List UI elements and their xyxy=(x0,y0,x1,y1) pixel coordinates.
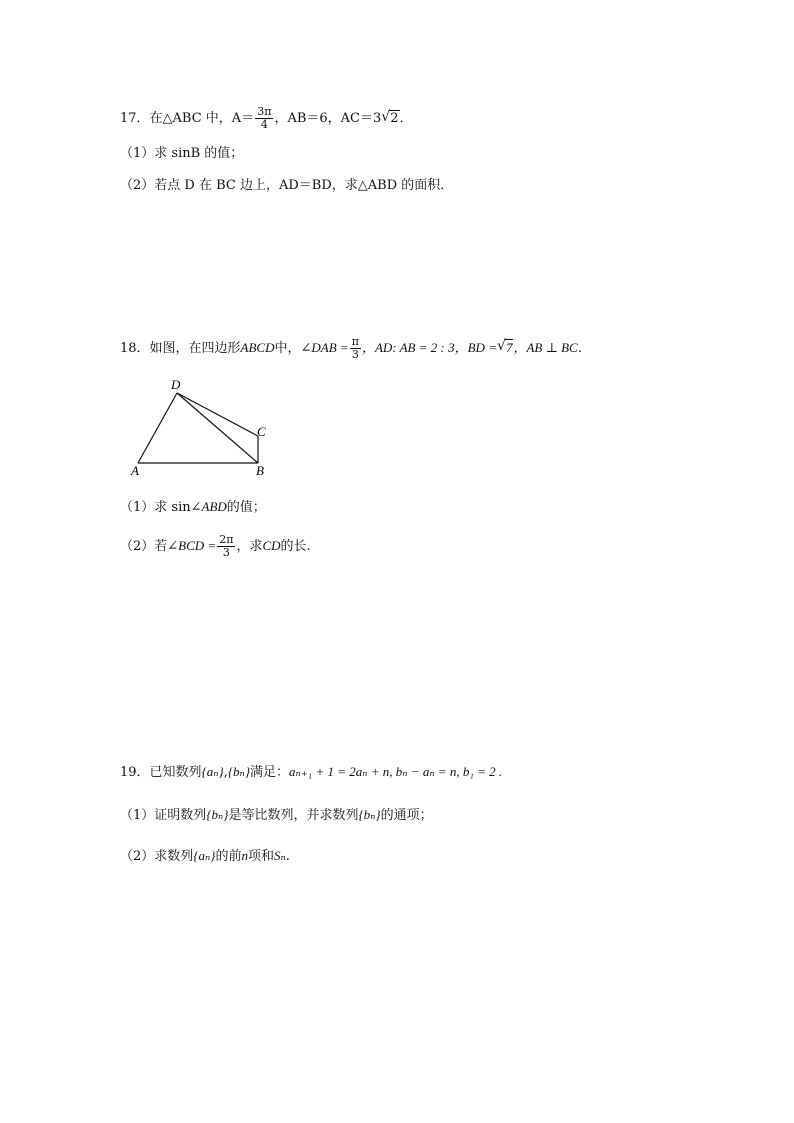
q18-part1-angle: ∠ABD xyxy=(190,499,227,514)
q18-part2-pre: （2）若 xyxy=(120,539,168,554)
segment-AD xyxy=(138,393,177,463)
q19-comma: , xyxy=(223,765,228,780)
q19-seq-b: {bₙ} xyxy=(227,764,251,779)
q19-part2 xyxy=(120,846,290,867)
q18-quadrilateral-figure xyxy=(125,375,275,480)
q18-angle-fraction xyxy=(350,336,361,361)
q18-quad: ABCD xyxy=(240,340,275,355)
q19-part2-S: Sₙ xyxy=(273,848,286,863)
q18-part2-post: 的长. xyxy=(280,539,311,554)
q18-sqrt-radicand: 7 xyxy=(505,340,513,355)
q18-part2-numerator: 2π xyxy=(219,533,234,546)
q18-sqrt: √ 7 xyxy=(496,338,513,355)
q17-stem-pre: 17．在△ABC 中，A＝ xyxy=(120,111,255,126)
q18-stem-zhong: 中， xyxy=(274,341,301,356)
q17-sqrt-radicand: 2 xyxy=(390,111,399,126)
q18-part1-post: 的值； xyxy=(226,500,266,515)
label-B: B xyxy=(256,463,264,478)
q18-bd: BD = xyxy=(467,340,497,355)
q19-part2-seq: {aₙ} xyxy=(193,848,216,863)
q18-angle-numerator: π xyxy=(351,335,359,348)
q18-stem-pre: 18．如图，在四边形 xyxy=(120,341,241,356)
q19-stem-pre: 19．已知数列 xyxy=(120,765,202,780)
q17-angle-fraction xyxy=(255,106,273,131)
q19-part1-seq2: {bₙ} xyxy=(358,807,381,822)
label-A: A xyxy=(131,463,139,478)
label-C: C xyxy=(257,424,266,439)
q18-angle-denominator: 3 xyxy=(351,348,359,361)
q17-sqrt: √ 2 xyxy=(381,109,399,126)
q19-part2-pre: （2）求数列 xyxy=(120,849,194,864)
q19-part2-mid: 的前 xyxy=(215,849,242,864)
q17-part1: （1）求 sinB 的值； xyxy=(120,146,244,161)
q18-part2-mid: ，求 xyxy=(236,539,263,554)
q19-satisfy: 满足： xyxy=(250,765,290,780)
q18-part1 xyxy=(120,497,266,518)
segment-DB xyxy=(177,393,258,463)
q18-part2-cd: CD xyxy=(262,538,281,553)
q18-perp: ，AB ⊥ BC． xyxy=(513,340,591,355)
label-D: D xyxy=(171,377,181,392)
q18-part2-angle: ∠BCD = xyxy=(167,538,217,553)
q19-part1-post: 的通项； xyxy=(380,808,433,823)
q19-part1-pre: （1）证明数列 xyxy=(120,808,207,823)
q17-part2: （2）若点 D 在 BC 边上，AD＝BD，求△ABD 的面积． xyxy=(120,178,454,193)
segment-DC xyxy=(177,393,258,436)
q17-stem xyxy=(120,106,413,131)
q19-part1-seq: {bₙ} xyxy=(206,807,229,822)
q19-stem xyxy=(120,762,502,783)
q18-stem xyxy=(120,336,591,361)
q18-angle: ∠DAB = xyxy=(300,340,349,355)
q18-part2-fraction xyxy=(217,534,235,559)
q19-formula: aₙ₊₁ + 1 = 2aₙ + n, bₙ − aₙ = n, b₁ = 2 . xyxy=(289,764,503,779)
q18-part2 xyxy=(120,534,311,559)
q18-part1-pre: （1）求 sin xyxy=(120,500,191,515)
q19-part2-n: n xyxy=(241,848,248,863)
q18-part2-denominator: 3 xyxy=(222,546,230,559)
q19-seq-a: {aₙ} xyxy=(201,764,224,779)
q17-angle-numerator: 3π xyxy=(257,105,272,118)
q19-part1-mid: 是等比数列，并求数列 xyxy=(228,808,359,823)
q18-ratio: ，AD: AB = 2 : 3， xyxy=(361,340,468,355)
q19-part2-post: 项和 xyxy=(247,849,274,864)
q19-part2-end: . xyxy=(285,849,290,864)
q19-part1 xyxy=(120,805,433,826)
q17-stem-mid: ，AB＝6，AC＝3 xyxy=(274,111,382,126)
q17-stem-end: ． xyxy=(399,111,413,126)
q17-angle-denominator: 4 xyxy=(260,118,268,131)
